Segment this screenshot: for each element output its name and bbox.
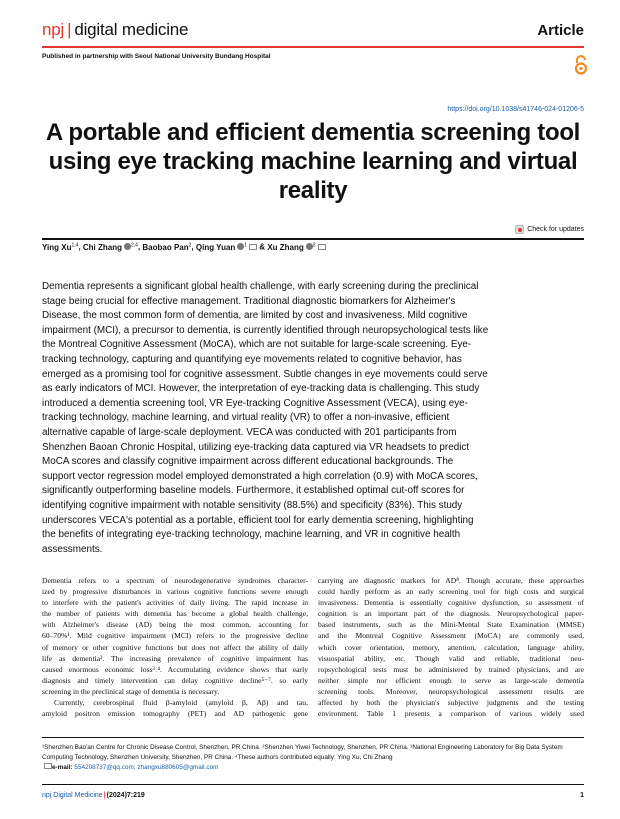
abstract-line: MoCA scores and classify cognitive impairment across different educational backgrounds. The bbox=[42, 456, 454, 468]
body-line: neither simple nor efficient enough to serve as large-scale dementia bbox=[318, 675, 584, 685]
body-line: based instruments, such as the Mini-Mental State Examination (MMSE) bbox=[318, 620, 584, 630]
author-list: Ying Xu$^{1,4}$, Chi Zhang $^{2,4}$, Baobao Pan$^2$, Qing Yuan $^1$ & Xu Zhang $^3$ bbox=[42, 242, 326, 252]
body-line: carrying are diagnostic markers for AD⁸. Though accurate, these approaches bbox=[318, 576, 584, 585]
body-line: screening tools. Moreover, neuropsychological assessment results are bbox=[318, 686, 584, 696]
body-line: which cover orientation, memory, attention, calculation, language ability, bbox=[318, 642, 584, 652]
check-for-updates-button[interactable]: Check for updates bbox=[515, 225, 584, 234]
abstract-line: emerged as a promising tool for cognitive assessment. Subtle changes in eye movements could serve bbox=[42, 368, 488, 380]
article-type: Article bbox=[537, 22, 584, 39]
footnote-rule bbox=[42, 737, 584, 738]
author-affiliation: 1 bbox=[244, 242, 248, 248]
email-icon bbox=[44, 763, 52, 769]
author-name: Qing Yuan bbox=[195, 242, 236, 252]
footer-rule bbox=[42, 784, 584, 785]
body-line: visuospatial ability, etc. Though valid and reliable, traditional neu- bbox=[318, 653, 584, 663]
email-icon[interactable] bbox=[249, 244, 257, 250]
doi-link[interactable]: https://doi.org/10.1038/s41746-024-01206-5 bbox=[447, 106, 584, 113]
body-line: ized by progressive disturbances in various cognitive functions severe enough bbox=[42, 587, 308, 597]
body-column-right bbox=[318, 575, 584, 719]
email-links[interactable]: 554208737@qq.com; zhangxu880605@gmail.com bbox=[74, 764, 219, 771]
abstract-line: assessments. bbox=[42, 543, 103, 555]
open-access-icon bbox=[574, 55, 588, 80]
author-affiliation: 3 bbox=[312, 242, 316, 248]
abstract-line: the Montreal Cognitive Assessment (MoCA), which are not suitable for large-scale screening. Eye- bbox=[42, 339, 472, 351]
author[interactable] bbox=[42, 243, 78, 252]
footer-citation: npj Digital Medicine|(2024)7:219 bbox=[42, 792, 145, 799]
author-name: Ying Xu bbox=[42, 242, 72, 252]
body-line: caused enormous economic loss³˒⁴. Accumulating evidence shows that early bbox=[42, 664, 308, 674]
orcid-icon[interactable] bbox=[124, 243, 131, 250]
abstract-line: significantly outperforming baseline models. Furthermore, it established optimal cut-off scores for bbox=[42, 485, 465, 497]
journal-logo[interactable]: npj | digital medicine bbox=[42, 20, 189, 39]
body-line: of memory or other cognitive functions but does not affect the ability of daily bbox=[42, 642, 308, 652]
abstract-line: introduced a dementia screening tool, VR Eye-tracking Cognitive Assessment (VECA), using eye- bbox=[42, 397, 468, 409]
email-icon[interactable] bbox=[318, 244, 326, 250]
body-line: 60–70%¹. Mild cognitive impairment (MCI) refers to the progressive decline bbox=[42, 631, 308, 641]
abstract-line: tracking technology, machine learning, and virtual reality (VR) to offer a non-invasive, efficient bbox=[42, 412, 450, 424]
body-line: with Alzheimer's disease (AD) being the most common, accounting for bbox=[42, 620, 308, 630]
abstract-line: Shenzhen Baoan Chronic Hospital, utilizing eye-tracking data captured via VR headsets to predict bbox=[42, 441, 470, 453]
body-line: Currently, cerebrospinal fluid β-amyloid (amyloid β, Aβ) and tau, bbox=[54, 698, 308, 708]
body-line: to interfere with the patient's activities of daily living. The rapid increase in bbox=[42, 598, 308, 608]
author[interactable] bbox=[83, 243, 138, 252]
abstract-line: stage being crucial for effective management. Traditional diagnostic biomarkers for Alzheimer's bbox=[42, 295, 456, 307]
article-title: A portable and efficient dementia screening tool using eye tracking machine learning and virtual reality bbox=[45, 119, 581, 204]
author-affiliation: 2,4 bbox=[131, 242, 138, 248]
author[interactable] bbox=[142, 243, 191, 252]
abstract-line: tracking technology, capturing and quantifying eye movements related to cognitive behavior, has bbox=[42, 353, 462, 365]
footnotes: ¹Shenzhen Bao'an Centre for Chronic Disease Control, Shenzhen, PR China. ²Shenzhen Yiwei Technology, Shenzhen, PR China. ³National Engineering Laboratory for Big Data System Computing Technology, Shenzhen University, Shenzhen, PR China. ⁴These authors contributed equally: Ying Xu, Chi Zhang e-mail: 554208737@qq.com; zhangxu880605@gmail.com bbox=[42, 743, 586, 773]
body-line: screening in the preclinical stage of dementia is necessary. bbox=[42, 686, 220, 696]
body-line: could hardly perform as an early screening tool for high costs and surgical bbox=[318, 587, 584, 597]
abstract-line: Dementia represents a significant global health challenge, with early screening during the preclinical bbox=[42, 281, 479, 292]
body-line: the number of patients with dementia has become a global health challenge, bbox=[42, 609, 308, 619]
body-line: life as dementia². The increasing prevalence of cognitive impairment has bbox=[42, 653, 308, 663]
title-rule bbox=[42, 238, 584, 240]
body-line: amyloid positron emission tomography (PET) and AD pathogenic gene bbox=[42, 709, 308, 719]
affiliations: ¹Shenzhen Bao'an Centre for Chronic Disease Control, Shenzhen, PR China. ²Shenzhen Yiwei Technology, Shenzhen, PR China. ³National Engineering Laboratory for Big Data System Computing Technology, Shenzhen University, Shenzhen, PR China. ⁴These authors contributed equally: Ying Xu, Chi Zhang bbox=[42, 744, 563, 761]
author-affiliation: 1,4 bbox=[71, 242, 79, 248]
orcid-icon[interactable] bbox=[306, 243, 313, 250]
abstract-line: as early indicators of MCI. However, the interpretation of eye-tracking data is challenging. This study bbox=[42, 383, 480, 395]
body-line: Dementia refers to a spectrum of neurodegenerative syndromes character- bbox=[42, 576, 308, 585]
partnership-note: Published in partnership with Seoul National University Bundang Hospital bbox=[42, 53, 271, 60]
body-line: diagnosis and timely intervention can delay cognitive decline⁵⁻⁷. so early bbox=[42, 675, 308, 685]
author[interactable] bbox=[267, 243, 325, 252]
abstract-line: the benefits of integrating eye-tracking technology, machine learning, and VR in cognitive health bbox=[42, 529, 461, 541]
abstract-line: impairment (MCI), a precursor to dementia, is currently identified through neuropsychological tests like bbox=[42, 324, 489, 336]
author-affiliation: 2 bbox=[188, 242, 192, 248]
header-rule bbox=[42, 46, 584, 48]
body-line: and the Montreal Cognitive Assessment (MoCA) are commonly used, bbox=[318, 631, 584, 641]
author-name: Chi Zhang bbox=[82, 242, 122, 252]
check-updates-icon bbox=[515, 225, 524, 234]
author-name: Xu Zhang bbox=[267, 242, 304, 252]
abstract bbox=[42, 280, 488, 557]
body-line: cognition is an important part of the diagnosis. Neuropsychological paper- bbox=[318, 609, 584, 619]
body-line: ropsychological tests must be administered by trained physicians, and are bbox=[318, 664, 584, 674]
author-name: Baobao Pan bbox=[142, 242, 189, 252]
page-number: 1 bbox=[580, 792, 584, 799]
body-line: environment. Table 1 presents a comparison of various widely used bbox=[318, 709, 584, 719]
abstract-line: alternative capable of large-scale deployment. VECA was conducted with 201 participants from bbox=[42, 426, 457, 438]
abstract-line: underscores VECA's potential as a portable, efficient tool for early dementia screening, highlighting bbox=[42, 514, 474, 526]
body-column-left bbox=[42, 575, 308, 719]
author[interactable] bbox=[196, 243, 257, 252]
abstract-line: identifying cognitive impairment with notable sensitivity (88.5%) and specificity (83%). This study bbox=[42, 499, 463, 511]
body-line: affected by both the physician's subjective judgments and the testing bbox=[318, 698, 584, 708]
body-line: invasiveness. Dementia is essentially cognitive dysfunction, so assessment of bbox=[318, 598, 584, 608]
abstract-line: support vector regression model employed demonstrated a high correlation (0.9) with MoCA scores, bbox=[42, 470, 478, 482]
abstract-line: Disease, the most common form of dementia, are limited by cost and invasiveness. Mild cognitive bbox=[42, 310, 468, 322]
